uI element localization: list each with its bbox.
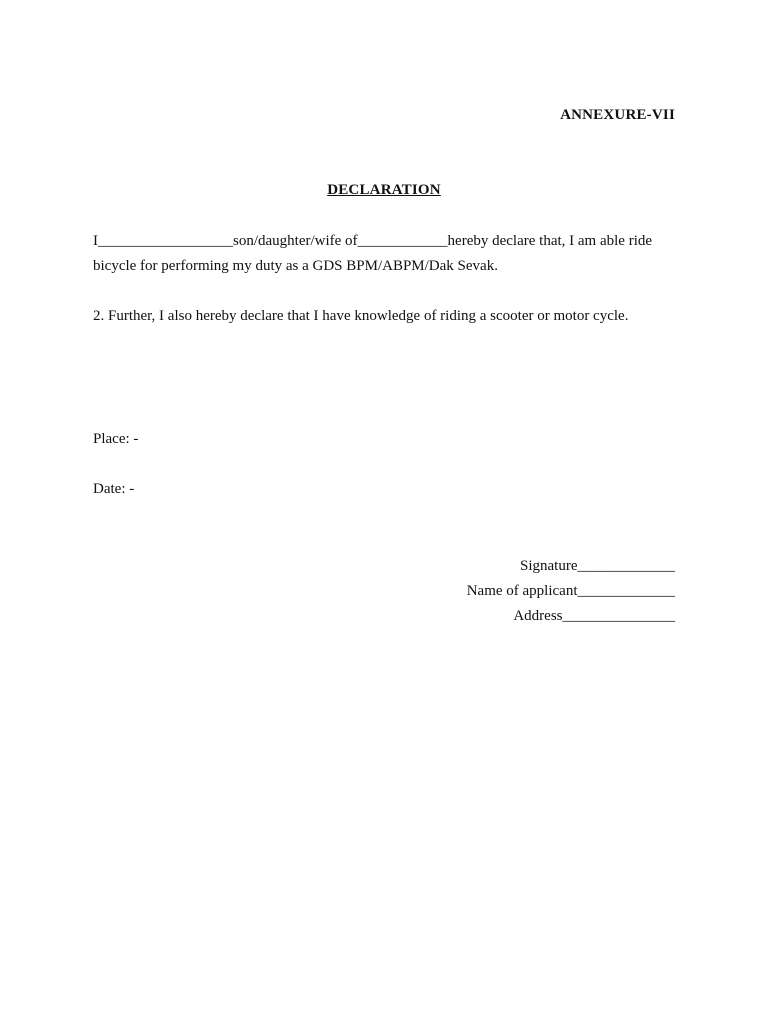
document-title: DECLARATION (327, 182, 441, 198)
address-line: Address_______________ (513, 608, 675, 624)
declaration-paragraph-1: I__________________son/daughter/wife of____________hereby declare that, I am able ride bicycle for performing my duty as a GDS BPM/ABPM/Dak Sevak. (93, 233, 653, 274)
annexure-label: ANNEXURE-VII (560, 107, 675, 123)
signature-block (467, 554, 675, 629)
signature-line: Signature_____________ (520, 558, 675, 574)
date-field: Date: - (93, 481, 135, 497)
declaration-paragraph-2: 2. Further, I also hereby declare that I have knowledge of riding a scooter or motor cycle. (93, 308, 629, 324)
applicant-name-line: Name of applicant_____________ (466, 583, 675, 599)
place-field: Place: - (93, 431, 139, 447)
